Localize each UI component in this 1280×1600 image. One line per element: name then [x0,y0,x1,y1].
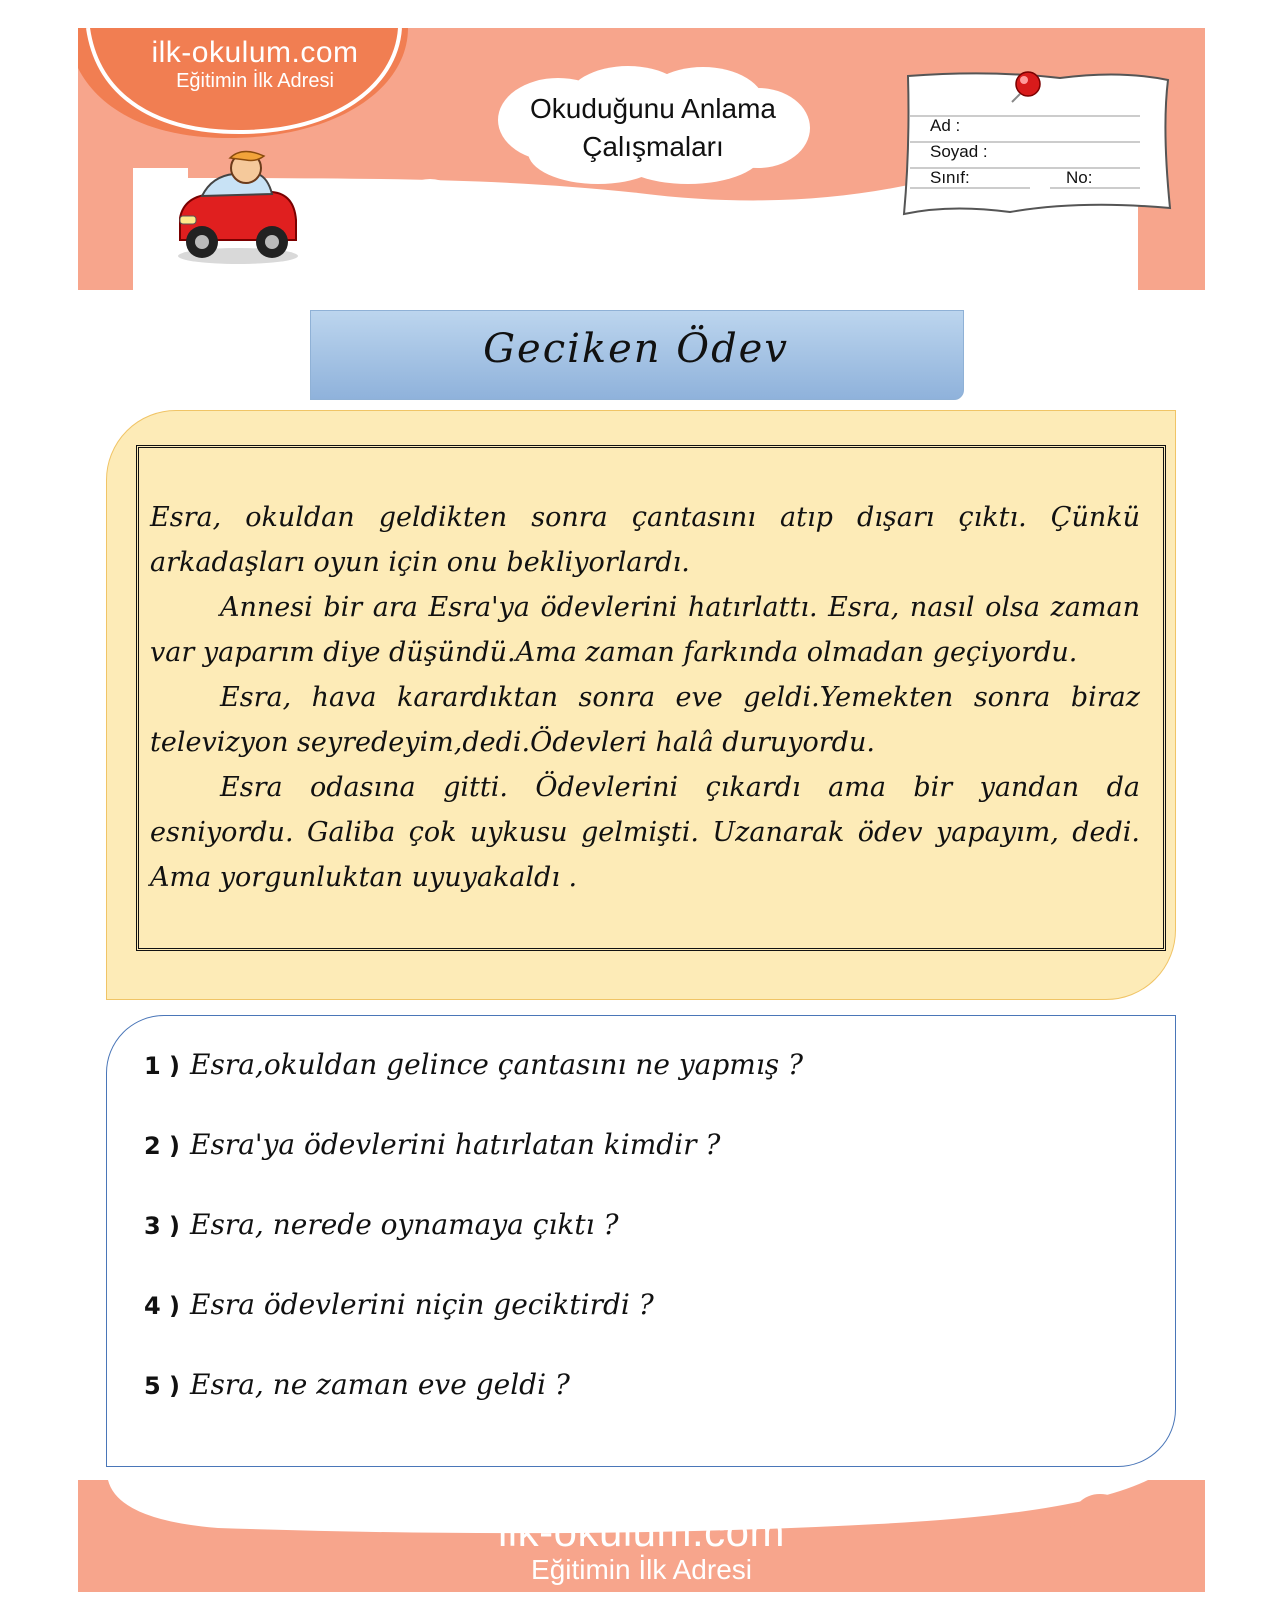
class-label: Sınıf: [930,168,970,187]
question-number: 4 ) [144,1292,181,1320]
question-number: 2 ) [144,1132,181,1160]
footer-site-slogan: Eğitimin İlk Adresi [531,1554,752,1585]
question-item [144,1048,803,1081]
story-title: Geciken Ödev [483,326,789,372]
site-name: ilk-okulum.com [151,36,359,69]
site-slogan: Eğitimin İlk Adresi [176,70,334,92]
worksheet-title [488,90,818,166]
question-text: Esra, nerede oynamaya çıktı ? [190,1208,619,1241]
worksheet-title-line1: Okuduğunu Anlama [530,93,776,124]
worksheet-title-line2: Çalışmaları [582,131,724,162]
question-number: 5 ) [144,1372,181,1400]
question-text: Esra ödevlerini niçin geciktirdi ? [190,1288,654,1321]
question-text: Esra'ya ödevlerini hatırlatan kimdir ? [190,1128,721,1161]
story-paragraph: Esra, okuldan geldikten sonra çantasını atıp dışarı çıktı. Çünkü arkadaşları oyun için onu bekliyorlardı. [150,502,1140,578]
story-text [150,495,1140,900]
question-text: Esra,okuldan gelince çantasını ne yapmış ? [190,1048,804,1081]
footer-site-name: ilk-okulum.com [497,1508,786,1555]
question-item [144,1288,654,1321]
site-logo[interactable] [130,36,380,93]
question-number: 3 ) [144,1212,181,1240]
footer-logo[interactable] [78,1508,1205,1586]
cloud-puffs [280,175,490,245]
story-paragraph: Annesi bir ara Esra'ya ödevlerini hatırlattı. Esra, nasıl olsa zaman var yaparım diye düşündü.Ama zaman farkında olmadan geçiyordu. [150,592,1140,668]
question-item [144,1128,720,1161]
question-item [144,1208,618,1241]
number-label: No: [1066,168,1093,187]
question-number: 1 ) [144,1052,181,1080]
surname-label: Soyad : [930,142,988,161]
question-item [144,1368,570,1401]
car-cartoon-icon [172,148,302,266]
story-paragraph: Esra, hava karardıktan sonra eve geldi.Yemekten sonra biraz televizyon seyredeyim,dedi.Ödevleri halâ duruyordu. [150,682,1140,758]
name-label: Ad : [930,116,961,135]
story-paragraph: Esra odasına gitti. Ödevlerini çıkardı ama bir yandan da esniyordu. Galiba çok uykusu gelmişti. Uzanarak ödev yapayım, dedi. Ama yorgunluktan uyuyakaldı . [150,772,1140,893]
question-text: Esra, ne zaman eve geldi ? [190,1368,570,1401]
